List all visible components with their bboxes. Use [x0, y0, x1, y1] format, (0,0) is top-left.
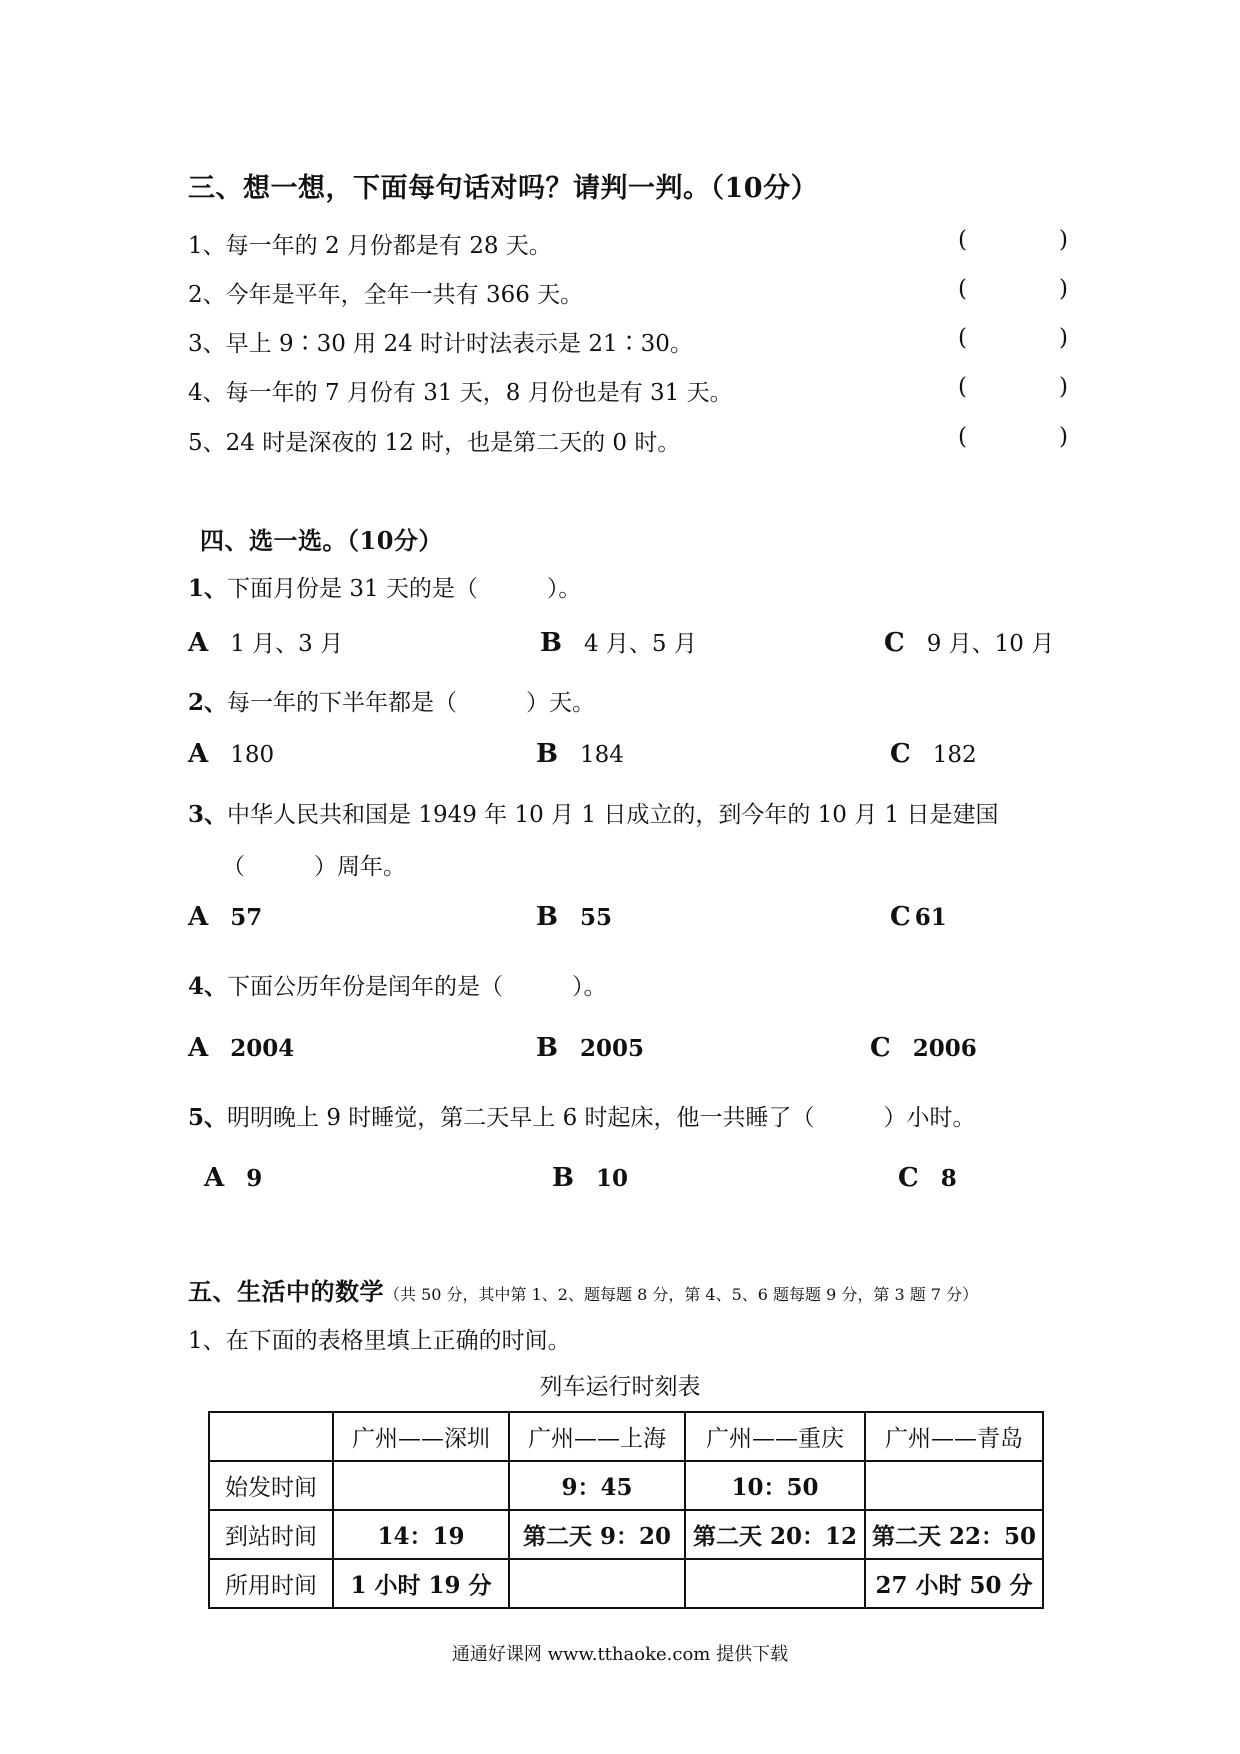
- footer-credit: 通通好课网 www.tthaoke.com 提供下载: [451, 1644, 789, 1665]
- answer-blank-1[interactable]: ( ): [958, 227, 1068, 253]
- table-title: 列车运行时刻表: [539, 1374, 701, 1400]
- section3-item-1: 1、每一年的 2 月份都是有 28 天。: [188, 233, 552, 259]
- arrival-shenzhen-cell: 14：19: [333, 1510, 509, 1559]
- q3-option-b[interactable]: B 55: [536, 902, 612, 932]
- answer-blank-4[interactable]: ( ): [958, 374, 1068, 400]
- header-route-shenzhen: 广州——深圳: [333, 1412, 509, 1461]
- q2-option-a[interactable]: A 180: [188, 739, 275, 769]
- question-2: 2、每一年的下半年都是（ ）天。: [188, 689, 596, 716]
- header-route-chongqing: 广州——重庆: [685, 1412, 865, 1461]
- q4-option-b[interactable]: B 2005: [536, 1033, 644, 1063]
- table-corner-cell: [209, 1412, 333, 1461]
- train-schedule-table: [208, 1411, 1044, 1609]
- departure-qingdao-cell[interactable]: [865, 1461, 1043, 1510]
- header-route-shanghai: 广州——上海: [509, 1412, 685, 1461]
- q2-option-b[interactable]: B 184: [536, 739, 624, 769]
- row-label-departure: 始发时间: [209, 1461, 333, 1510]
- question-4: 4、下面公历年份是闰年的是（ ）。: [188, 973, 607, 1000]
- departure-shenzhen-cell[interactable]: [333, 1461, 509, 1510]
- section5-title: 五、生活中的数学（共 50 分，其中第 1、2、题每题 8 分，第 4、5、6 题每题 9 分，第 3 题 7 分）: [188, 1277, 979, 1306]
- answer-blank-2[interactable]: ( ): [958, 276, 1068, 302]
- q5-option-b[interactable]: B 10: [552, 1163, 628, 1193]
- question-5: 5、明明晚上 9 时睡觉，第二天早上 6 时起床，他一共睡了（ ）小时。: [188, 1104, 976, 1131]
- q2-option-c[interactable]: C 182: [890, 739, 977, 769]
- duration-qingdao-cell: 27 小时 50 分: [865, 1559, 1043, 1608]
- q4-option-c[interactable]: C 2006: [870, 1033, 977, 1063]
- section3-item-5: 5、24 时是深夜的 12 时，也是第二天的 0 时。: [188, 430, 681, 456]
- q3-option-a[interactable]: A 57: [188, 902, 263, 932]
- section3-item-3: 3、早上 9∶30 用 24 时计时法表示是 21∶30。: [188, 331, 693, 357]
- answer-blank-5[interactable]: ( ): [958, 424, 1068, 450]
- q3-option-c[interactable]: C 61: [890, 902, 947, 932]
- q1-option-c[interactable]: C 9 月、10 月: [884, 628, 1055, 658]
- row-label-duration: 所用时间: [209, 1559, 333, 1608]
- q5-option-a[interactable]: A 9: [204, 1163, 263, 1193]
- header-route-qingdao: 广州——青岛: [865, 1412, 1043, 1461]
- question-1: 1、下面月份是 31 天的是（ ）。: [188, 575, 582, 602]
- departure-chongqing-cell: 10：50: [685, 1461, 865, 1510]
- arrival-shanghai-cell: 第二天 9：20: [509, 1510, 685, 1559]
- q5-option-c[interactable]: C 8: [898, 1163, 957, 1193]
- answer-blank-3[interactable]: ( ): [958, 325, 1068, 351]
- table-row: [209, 1461, 1043, 1510]
- section3-title: 三、想一想，下面每句话对吗？请判一判。（10分）: [188, 173, 819, 204]
- section5-question-1: 1、在下面的表格里填上正确的时间。: [188, 1328, 571, 1354]
- departure-shanghai-cell: 9：45: [509, 1461, 685, 1510]
- q4-option-a[interactable]: A 2004: [188, 1033, 295, 1063]
- question-3-continued: （ ）周年。: [222, 854, 406, 880]
- table-row: [209, 1559, 1043, 1608]
- duration-shenzhen-cell: 1 小时 19 分: [333, 1559, 509, 1608]
- arrival-chongqing-cell: 第二天 20：12: [685, 1510, 865, 1559]
- section3-item-2: 2、今年是平年，全年一共有 366 天。: [188, 282, 584, 308]
- table-header-row: [209, 1412, 1043, 1461]
- arrival-qingdao-cell: 第二天 22：50: [865, 1510, 1043, 1559]
- table-row: [209, 1510, 1043, 1559]
- q1-option-b[interactable]: B 4 月、5 月: [540, 628, 697, 658]
- section3-item-4: 4、每一年的 7 月份有 31 天，8 月份也是有 31 天。: [188, 380, 733, 406]
- question-3: 3、中华人民共和国是 1949 年 10 月 1 日成立的，到今年的 10 月 1 日是建国: [188, 801, 999, 828]
- q1-option-a[interactable]: A 1 月、3 月: [188, 628, 344, 658]
- duration-chongqing-cell[interactable]: [685, 1559, 865, 1608]
- row-label-arrival: 到站时间: [209, 1510, 333, 1559]
- section4-title: 四、选一选。（10分）: [200, 526, 443, 555]
- duration-shanghai-cell[interactable]: [509, 1559, 685, 1608]
